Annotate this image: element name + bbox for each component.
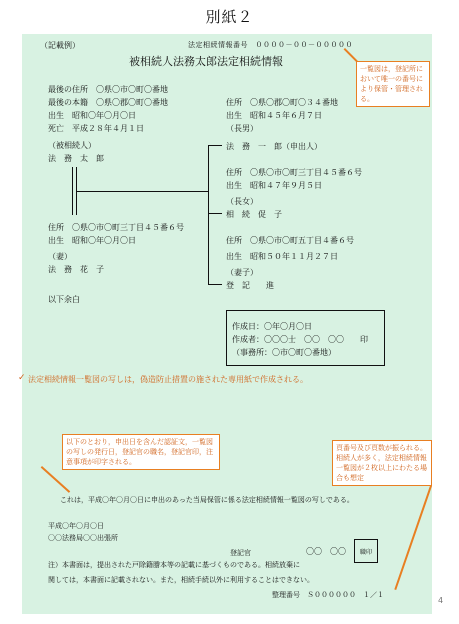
callout-print: 以下のとおり，申出日を含んだ認証文，一覧図の写しの発行日，登記官の職名，登記官印，注意事項が印字される。: [62, 434, 220, 470]
spouse-relation: （妻）: [48, 252, 72, 261]
bureau-name: 〇〇法務局〇〇出張所: [48, 534, 118, 542]
maker-creator: 作成者：〇〇〇士 〇〇 〇〇 印: [232, 335, 368, 344]
child-relation: （長男）: [226, 124, 258, 133]
child-birth: 出生 昭和５０年１１月２７日: [226, 252, 338, 261]
marriage-line-left: [72, 167, 73, 215]
doc-title: 被相続人法務太郎法定相続情報: [129, 55, 283, 68]
note-line-1: 注）本書面は，提出された戸除籍謄本等の記載に基づくものである。相続放棄に: [48, 561, 300, 569]
certification-text: これは，平成〇年〇月〇日に申出のあった当局保管に係る法定相続情報一覧図の写しである。: [60, 496, 354, 504]
child-relation: （長女）: [226, 197, 258, 206]
sample-label: （記載例）: [40, 41, 80, 50]
child-address: 住所 〇県〇郡〇町〇３４番地: [226, 98, 338, 107]
registrar-name: 〇〇 〇〇: [306, 547, 346, 556]
child-address: 住所 〇県〇市〇町三丁目４５番６号: [226, 168, 362, 177]
decedent-name: 法 務 太 郎: [48, 154, 104, 163]
issue-date: 平成〇年〇月〇日: [48, 522, 104, 530]
maker-box: [226, 310, 385, 366]
page-number: 4: [438, 596, 444, 605]
spouse-birth: 出生 昭和〇年〇月〇日: [48, 236, 136, 245]
child-name: 相 続 促 子: [226, 210, 282, 219]
child-address: 住所 〇県〇市〇町五丁目４番６号: [226, 236, 354, 245]
child-name: 登 記 進: [226, 281, 274, 290]
spouse-name: 法 務 花 子: [48, 265, 104, 274]
child-birth: 出生 昭和４７年９月５日: [226, 181, 322, 190]
decedent-relation: （被相続人）: [48, 141, 96, 150]
tree-trunk: [208, 145, 209, 285]
registrar-label: 登記官: [230, 549, 251, 557]
child-name: 法 務 一 郎（申出人）: [226, 142, 322, 151]
official-seal: [354, 539, 378, 563]
cert-number: 法定相続情報番号 ００００－００－０００００: [188, 41, 353, 49]
tree-branch: [208, 284, 222, 285]
serial-number: 整理番号 Ｓ００００００ １／１: [272, 591, 384, 599]
decedent-last-address: 最後の住所 〇県〇市〇町〇番地: [48, 85, 168, 94]
tree-branch: [208, 213, 222, 214]
tree-branch: [208, 145, 222, 146]
maker-office: （事務所：〇市〇町〇番地）: [232, 348, 336, 357]
seal-text: 職印: [359, 548, 372, 556]
child-birth: 出生 昭和４５年６月７日: [226, 111, 322, 120]
decedent-death: 死亡 平成２８年４月１日: [48, 124, 144, 133]
tree-connector: [77, 191, 208, 192]
maker-date: 作成日：〇年〇月〇日: [232, 322, 312, 331]
spouse-address: 住所 〇県〇市〇町三丁目４５番６号: [48, 223, 184, 232]
note-line-2: 関しては，本書面に記載されない。また，相続手続以外に利用することはできない。: [48, 576, 314, 584]
decedent-birth: 出生 昭和〇年〇月〇日: [48, 111, 136, 120]
callout-page: 頁番号及び頁数が振られる。相続人が多く，法定相続情報一覧図が２枚以上にわたる場合も想定: [332, 440, 432, 486]
page-title: 別紙２: [205, 8, 254, 26]
decedent-last-domicile: 最後の本籍 〇県〇郡〇町〇番地: [48, 98, 168, 107]
child-relation: （妻子）: [226, 268, 258, 277]
remaining-blank: 以下余白: [48, 295, 80, 304]
check-icon: ✓: [18, 373, 26, 383]
notice-text: 法定相続情報一覧図の写しは，偽造防止措置の施された専用紙で作成される。: [28, 375, 308, 384]
callout-cert-number: 一覧図は，登記所において唯一の番号により保管・管理される。: [356, 61, 430, 107]
